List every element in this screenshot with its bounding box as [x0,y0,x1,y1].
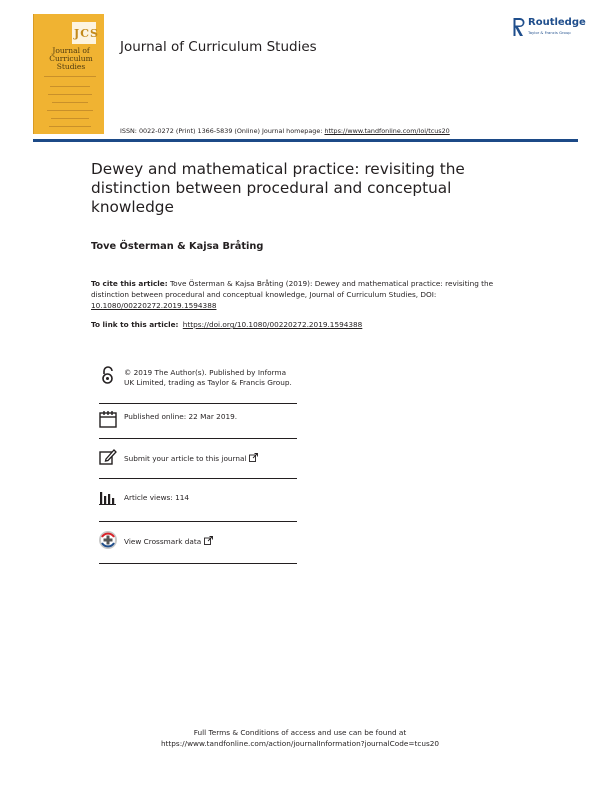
info-divider [99,478,297,479]
citation [91,278,521,311]
cover-divider [49,126,91,127]
submit-article-link[interactable]: Submit your article to this journal [124,454,247,463]
cover-divider [51,118,89,119]
views-row [99,488,297,510]
article-authors: Tove Österman & Kajsa Bråting [91,241,264,252]
footer-line-1: Full Terms & Conditions of access and use can be found at [193,728,407,737]
journal-cover [33,14,104,134]
submit-row[interactable] [99,448,297,470]
copyright-row [99,366,297,402]
submit-label [124,453,258,464]
issn-line [120,127,450,135]
publisher-tagline: Taylor & Francis Group [528,30,571,35]
article-doi-url-link[interactable]: https://doi.org/10.1080/00220272.2019.1594388 [182,320,363,329]
article-title: Dewey and mathematical practice: revisiting the distinction between procedural and conceptual knowledge [91,160,465,216]
crossmark-row[interactable] [99,531,297,553]
routledge-logo-icon [513,17,525,37]
doi-link[interactable]: 10.1080/00220272.2019.1594388 [91,301,217,310]
info-divider [99,438,297,439]
edit-pencil-icon [99,448,117,466]
cover-divider [47,110,93,111]
cover-title: Journal of Curriculum Studies [49,46,93,71]
crossmark-icon [99,531,117,549]
cite-label: To cite this article: [91,279,168,288]
cover-jcs-letters: JCS [74,27,99,40]
publisher-logo [513,17,593,41]
cover-divider [50,86,90,87]
external-link-icon[interactable] [204,536,213,545]
published-row [99,410,297,432]
cover-divider [44,76,96,77]
article-views: Article views: 114 [124,493,190,502]
terms-footer [0,727,600,749]
bar-chart-icon [99,488,117,506]
crossmark-link[interactable]: View Crossmark data [124,537,202,546]
info-divider [99,563,297,564]
journal-homepage-link[interactable]: https://www.tandfonline.com/loi/tcus20 [324,127,450,135]
info-divider [99,521,297,522]
link-label: To link to this article: [91,320,179,329]
crossmark-label [124,536,213,547]
published-date: Published online: 22 Mar 2019. [124,412,238,421]
header-rule [33,139,578,142]
publisher-name: Routledge [528,17,586,28]
cover-divider [52,102,88,103]
issn-text: ISSN: 0022-0272 (Print) 1366-5839 (Online) Journal homepage: [120,127,325,135]
cite-text: Tove Österman & Kajsa Bråting (2019): Dewey and mathematical practice: revisiting the distinction between procedural and conceptual knowledge, Journal of Curriculum Studies, DOI: [91,279,494,299]
external-link-icon[interactable] [249,453,258,462]
footer-terms-link[interactable]: https://www.tandfonline.com/action/journalInformation?journalCode=tcus20 [160,739,440,748]
copyright-text: © 2019 The Author(s). Published by Informa UK Limited, trading as Taylor & Francis Group. [124,368,292,387]
cover-divider [48,94,92,95]
info-divider [99,403,297,404]
open-lock-icon [99,366,117,384]
link-line [91,320,362,329]
journal-title[interactable]: Journal of Curriculum Studies [120,39,317,55]
calendar-icon [99,410,117,428]
